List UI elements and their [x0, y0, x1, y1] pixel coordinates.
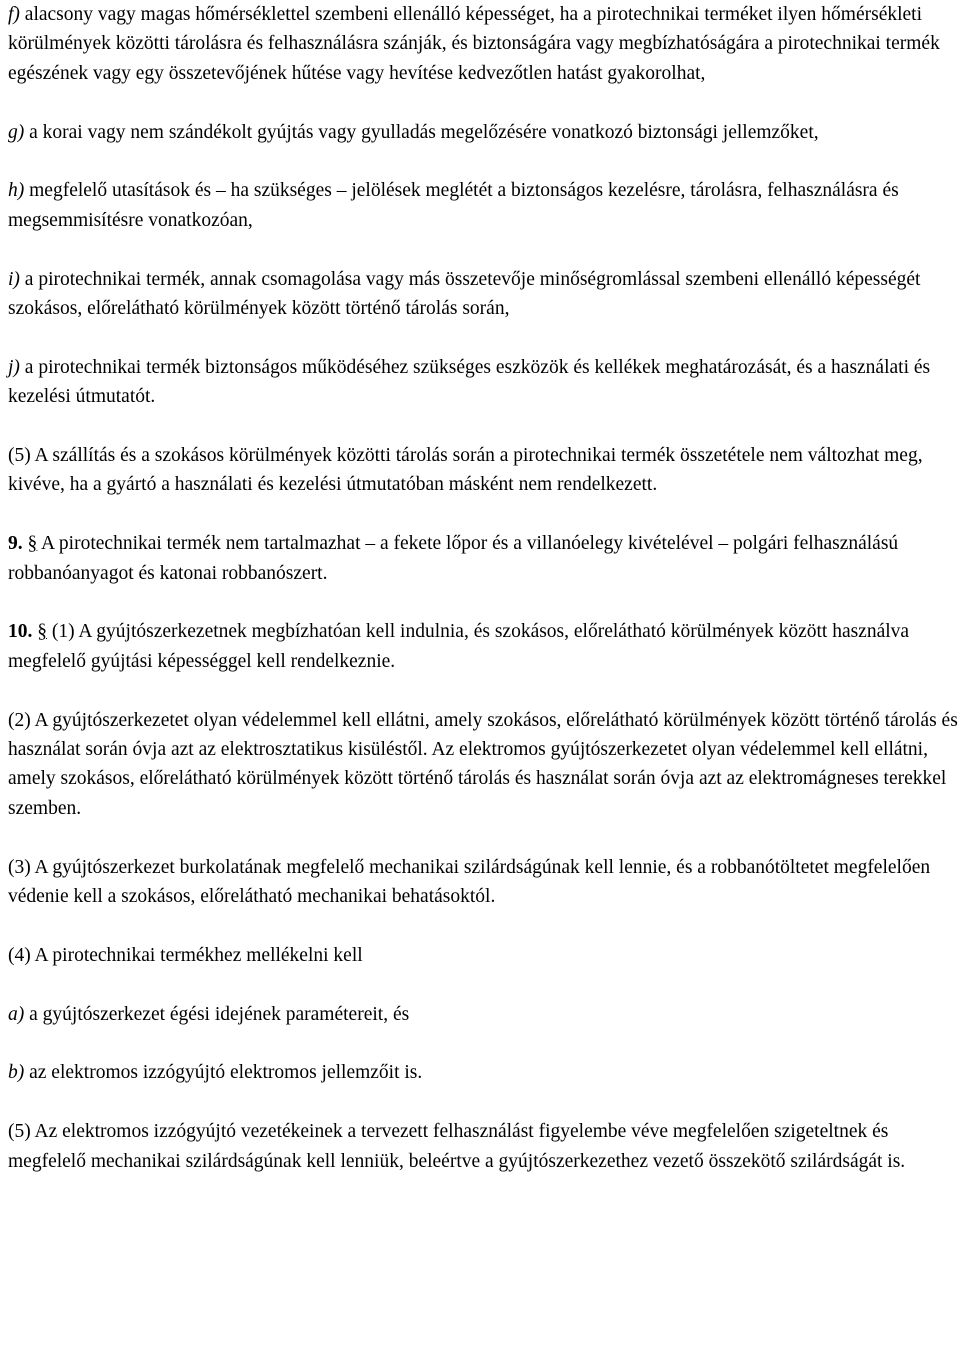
item-text-f: alacsony vagy magas hőmérséklettel szembeni ellenálló képességet, ha a pirotechnikai terméket ilyen hőmérsékleti körülmények közötti tárolásra és felhasználásra szánják, és biztonságára vagy megbízhatóságára a pirotechnikai termék egészének vagy egy összetevőjének hűtése vagy hevítése kedvezőtlen hatást gyakorolhat,: [8, 4, 940, 84]
item-b: [8, 1058, 960, 1087]
item-text-g: a korai vagy nem szándékolt gyújtás vagy gyulladás megelőzésére vonatkozó biztonsági jellemzőket,: [24, 121, 819, 143]
item-a: [8, 1000, 960, 1029]
section-10-paragraph-4: (4) A pirotechnikai termékhez mellékelni kell: [8, 944, 363, 966]
section-10-sign: §: [37, 621, 47, 643]
item-marker-i: i): [8, 268, 20, 290]
item-text-j: a pirotechnikai termék biztonságos működéséhez szükséges eszközök és kellékek meghatározását, és a használati és kezelési útmutatót.: [8, 356, 931, 408]
paragraph-5: (5) A szállítás és a szokásos körülmények közötti tárolás során a pirotechnikai termék összetétele nem változhat meg, kivéve, ha a gyártó a használati és kezelési útmutatóban másként nem rendelkezett.: [8, 445, 923, 496]
item-marker-j: j): [8, 356, 20, 378]
item-marker-a: a): [8, 1003, 25, 1025]
item-f: [8, 0, 960, 88]
item-j: [8, 353, 960, 412]
item-text-i: a pirotechnikai termék, annak csomagolása vagy más összetevője minőségromlással szembeni ellenálló képességét szokásos, előrelátható körülmények között történő tárolás során,: [8, 268, 921, 320]
item-g: [8, 118, 960, 147]
item-marker-f: f): [8, 4, 20, 25]
section-10-number: 10.: [8, 621, 33, 643]
item-marker-b: b): [8, 1062, 25, 1084]
item-marker-g: g): [8, 121, 25, 143]
section-10-p1-text: (1) A gyújtószerkezetnek megbízhatóan kell indulnia, és szokásos, előrelátható körülmények között használva megfelelő gyújtási képességgel kell rendelkeznie.: [8, 621, 910, 672]
item-marker-h: h): [8, 180, 25, 202]
item-text-h: megfelelő utasítások és – ha szükséges – jelölések meglétét a biztonságos kezelésre, tárolásra, felhasználásra és megsemmisítésre vonatkozóan,: [8, 180, 899, 231]
item-h: [8, 176, 960, 235]
document-page: [8, 0, 960, 1205]
section-10-paragraph-3: (3) A gyújtószerkezet burkolatának megfelelő mechanikai szilárdságúnak kell lennie, és a robbanótöltetet megfelelően védenie kell a szokásos, előrelátható mechanikai behatásoktól.: [8, 856, 931, 908]
item-text-a: a gyújtószerkezet égési idejének paramétereit, és: [24, 1003, 410, 1025]
item-i: [8, 265, 960, 324]
section-10-paragraph-2: (2) A gyújtószerkezetet olyan védelemmel kell ellátni, amely szokásos, előrelátható körülmények között történő tárolás és használat során óvja azt az elektrosztatikus kisüléstől. Az elektromos gyújtószerkezetet olyan védelemmel kell ellátni, amely szokásos, előrelátható körülmények között történő tárolás és használat során óvja azt az elektromágneses terekkel szemben.: [8, 709, 958, 819]
item-text-b: az elektromos izzógyújtó elektromos jellemzőit is.: [24, 1062, 423, 1084]
section-9: [8, 529, 960, 588]
section-9-text: A pirotechnikai termék nem tartalmazhat – a fekete lőpor és a villanóelegy kivételével – polgári felhasználású robbanóanyagot és katonai robbanószert.: [8, 533, 899, 584]
section-9-sign: §: [27, 533, 38, 555]
section-10-paragraph-1: [8, 617, 960, 676]
section-9-number: 9.: [8, 533, 23, 555]
section-10-paragraph-5: (5) Az elektromos izzógyújtó vezetékeinek a tervezett felhasználást figyelembe véve megfelelően szigeteltnek és megfelelő mechanikai szilárdságúnak kell lenniük, beleértve a gyújtószerkezethez vezető összekötő szilárdságát is.: [8, 1121, 906, 1172]
